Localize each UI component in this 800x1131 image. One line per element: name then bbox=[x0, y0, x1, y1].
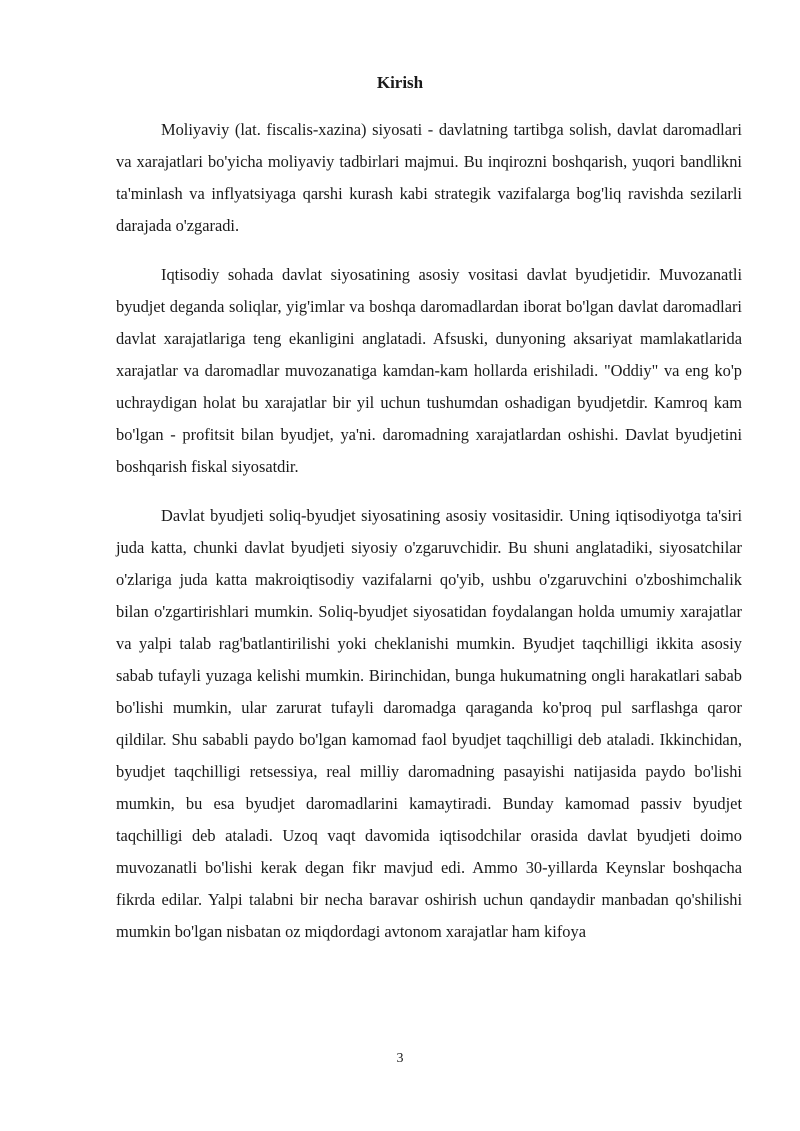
document-body bbox=[116, 114, 742, 965]
paragraph-2: Iqtisodiy sohada davlat siyosatining asosiy vositasi davlat byudjetidir. Muvozanatli byudjet deganda soliqlar, yig'imlar va boshqa daromadlardan iborat bo'lgan davlat daromadlari davlat xarajatlariga teng ekanligini anglatadi. Afsuski, dunyoning aksariyat mamlakatlarida xarajatlar va daromadlar muvozanatiga kamdan-kam hollarda erishiladi. "Oddiy" va eng ko'p uchraydigan holat bu xarajatlar bir yil uchun tushumdan oshadigan byudjetdir. Kamroq kam bo'lgan - profitsit bilan byudjet, ya'ni. daromadning xarajatlardan oshishi. Davlat byudjetini boshqarish fiskal siyosatdir. bbox=[116, 265, 742, 476]
page-number: 3 bbox=[396, 1051, 404, 1066]
page-title: Kirish bbox=[376, 73, 424, 92]
paragraph-1: Moliyaviy (lat. fiscalis-xazina) siyosati - davlatning tartibga solish, davlat daromadlari va xarajatlari bo'yicha moliyaviy tadbirlari majmui. Bu inqirozni boshqarish, yuqori bandlikni ta'minlash va inflyatsiyaga qarshi kurash kabi strategik vazifalarga bog'liq ravishda sezilarli darajada o'zgaradi. bbox=[116, 120, 742, 235]
paragraph-3: Davlat byudjeti soliq-byudjet siyosatining asosiy vositasidir. Uning iqtisodiyotga ta'siri juda katta, chunki davlat byudjeti siyosiy o'zgaruvchidir. Bu shuni anglatadiki, siyosatchilar o'zlariga juda katta makroiqtisodiy vazifalarni qo'yib, ushbu o'zgaruvchini o'zboshimchalik bilan o'zgartirishlari mumkin. Soliq-byudjet siyosatidan foydalangan holda umumiy xarajatlar va yalpi talab rag'batlantirilishi yoki cheklanishi mumkin. Byudjet taqchilligi ikkita asosiy sabab tufayli yuzaga kelishi mumkin. Birinchidan, bunga hukumatning ongli harakatlari sabab bo'lishi mumkin, ular zarurat tufayli daromadga qaraganda ko'proq pul sarflashga qaror qildilar. Shu sababli paydo bo'lgan kamomad faol byudjet taqchilligi deb ataladi. Ikkinchidan, byudjet taqchilligi retsessiya, real milliy daromadning pasayishi natijasida paydo bo'lishi mumkin, bu esa byudjet daromadlarini kamaytiradi. Bunday kamomad passiv byudjet taqchilligi deb ataladi. Uzoq vaqt davomida iqtisodchilar orasida davlat byudjeti doimo muvozanatli bo'lishi kerak degan fikr mavjud edi. Ammo 30-yillarda Keynslar boshqacha fikrda edilar. Yalpi talabni bir necha baravar oshirish uchun qandaydir manbadan qo'shilishi mumkin bo'lgan nisbatan oz miqdordagi avtonom xarajatlar ham kifoya bbox=[116, 506, 742, 941]
